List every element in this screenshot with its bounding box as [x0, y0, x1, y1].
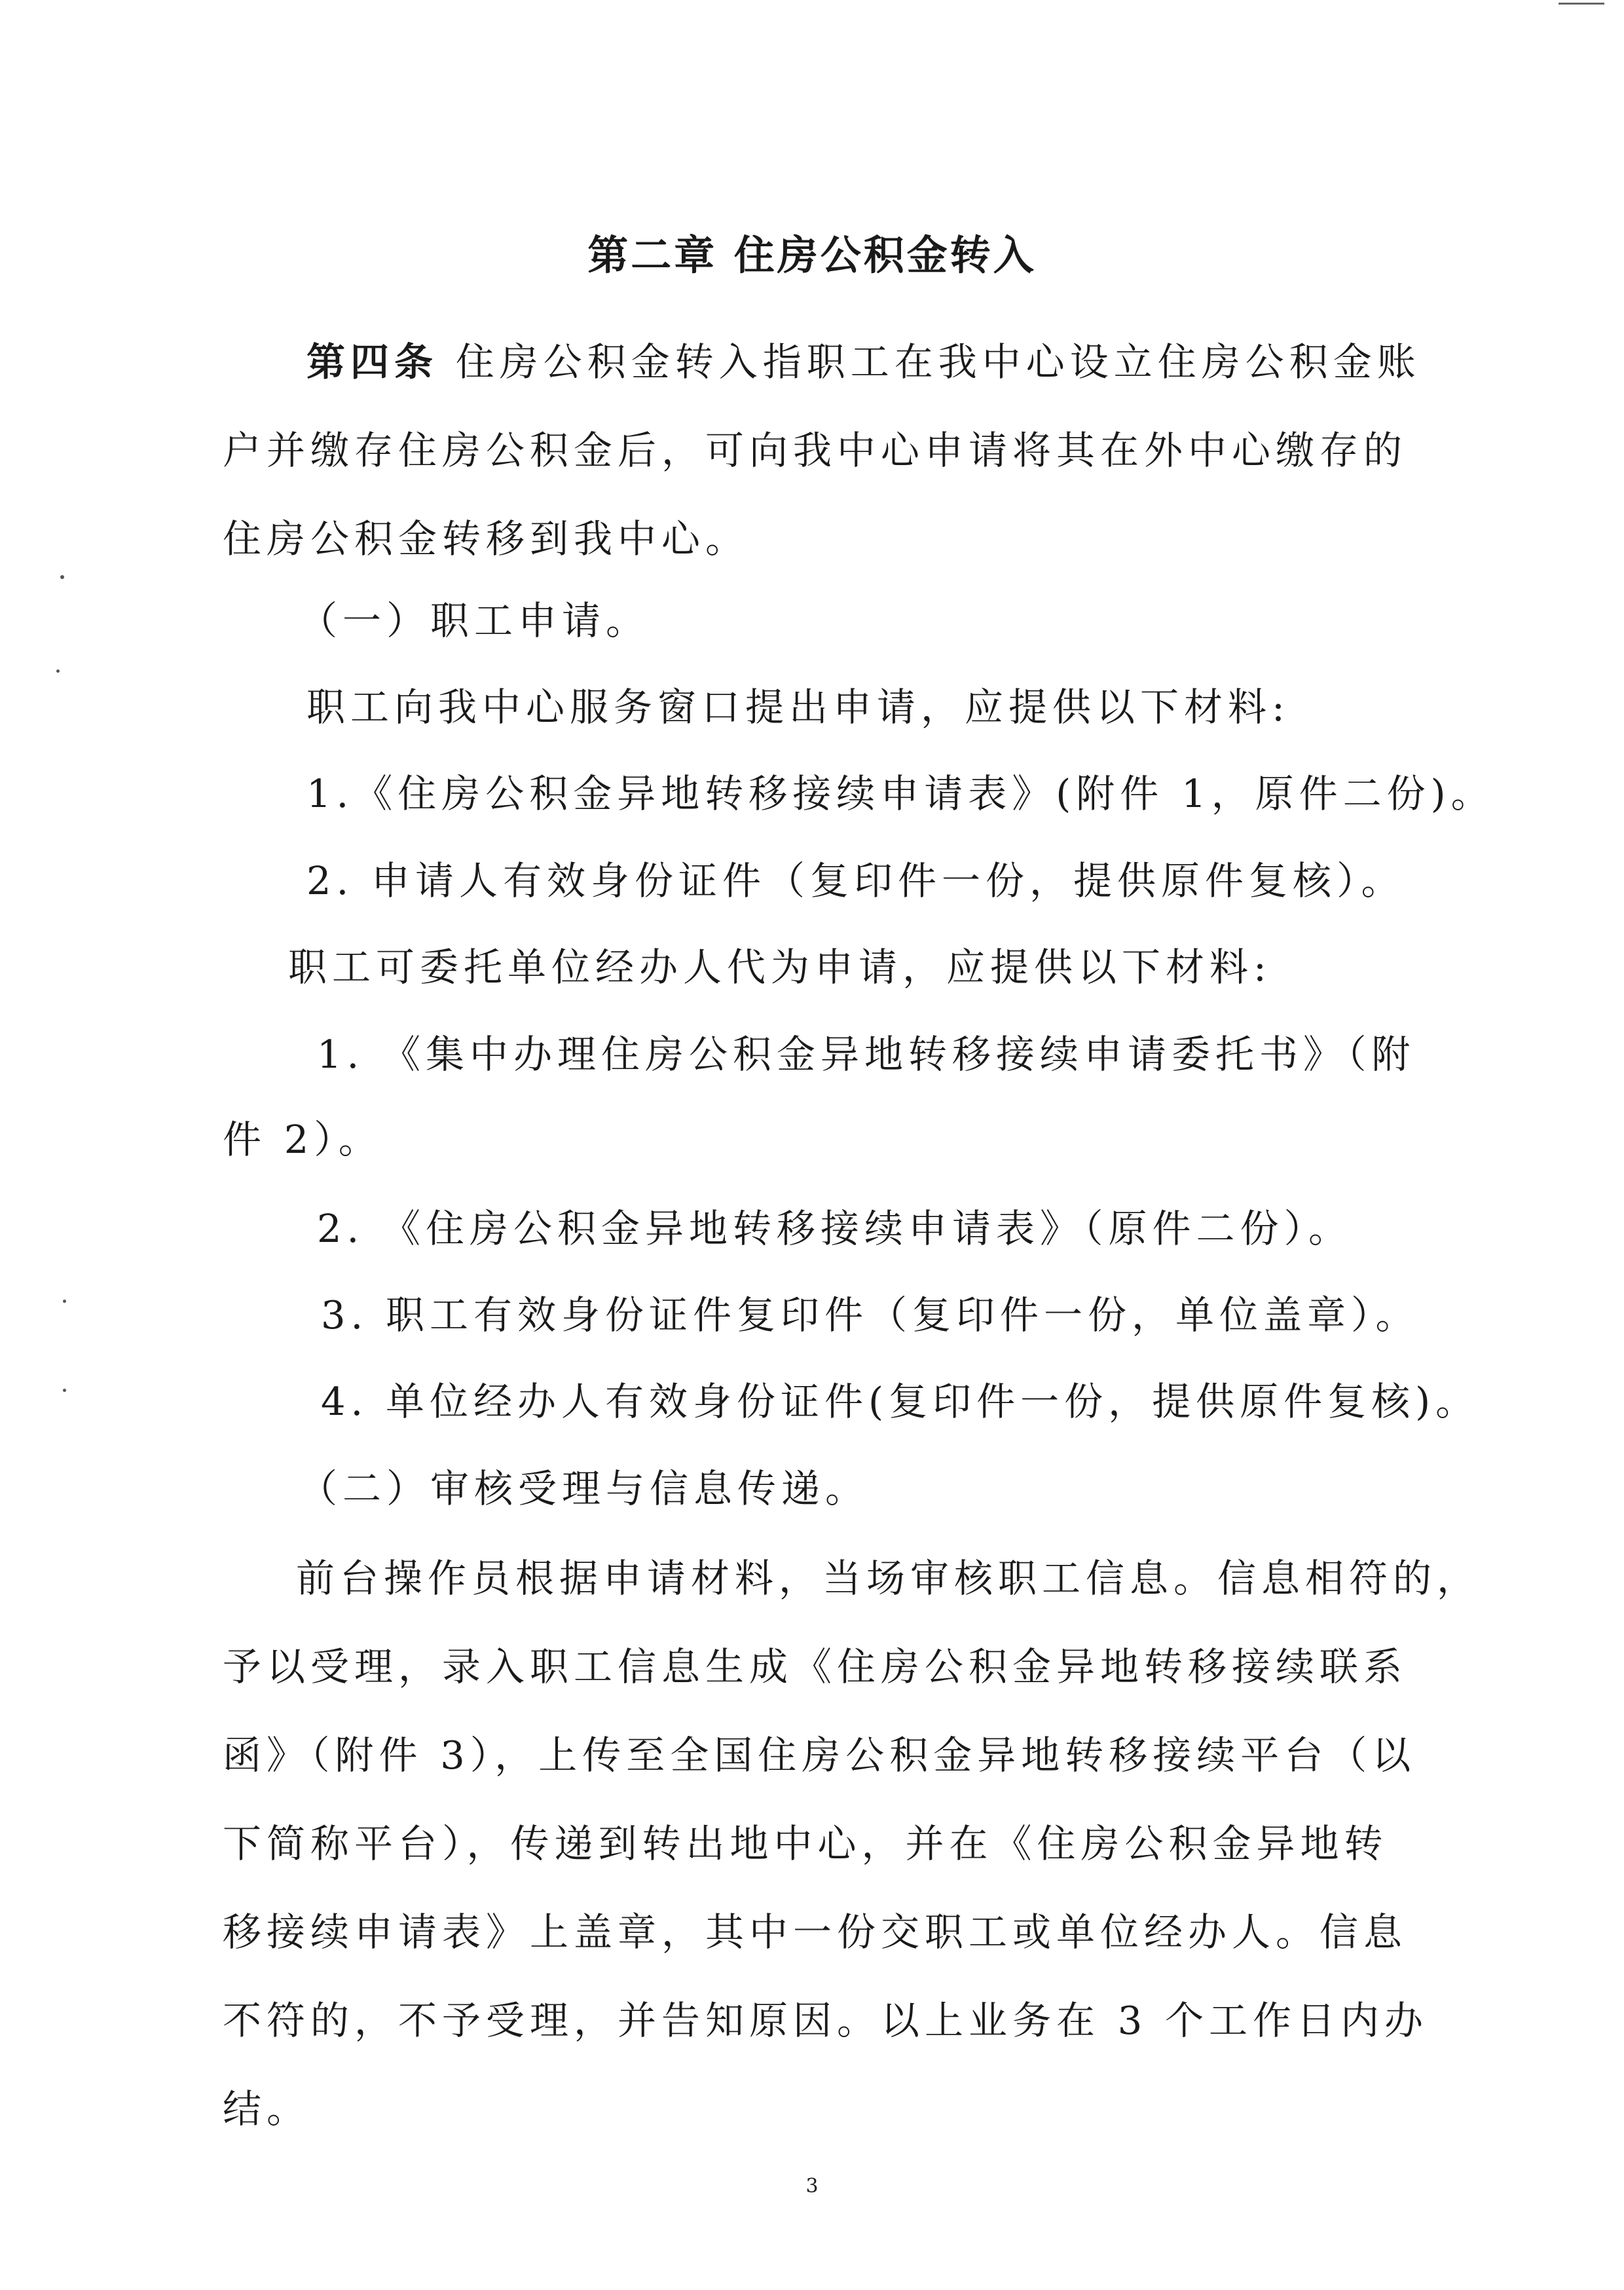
- paragraph-line: 函》（附件 3），上传至全国住房公积金异地转移接续平台（以: [223, 1733, 1416, 1778]
- scan-artifact-dot: [63, 1389, 66, 1392]
- section-heading-2: （二）审核受理与信息传递。: [299, 1466, 870, 1511]
- paragraph-line: 前台操作员根据申请材料，当场审核职工信息。信息相符的，: [296, 1556, 1481, 1601]
- paragraph-line: 予以受理，录入职工信息生成《住房公积金异地转移接续联系: [223, 1644, 1408, 1689]
- delegate-intro: 职工可委托单位经办人代为申请，应提供以下材料:: [288, 945, 1272, 990]
- scan-artifact-line: [1559, 3, 1604, 5]
- list-item: 1.《住房公积金异地转移接续申请表》(附件 1，原件二份)。: [306, 771, 1495, 816]
- paragraph-line: 移接续申请表》上盖章，其中一份交职工或单位经办人。信息: [223, 1909, 1408, 1955]
- article-line-3: 住房公积金转移到我中心。: [223, 516, 750, 561]
- article-text: 住房公积金转入指职工在我中心设立住房公积金账: [455, 339, 1421, 385]
- paragraph-line: 下简称平台），传递到转出地中心，并在《住房公积金异地转: [223, 1821, 1388, 1866]
- list-item: 件 2）。: [223, 1117, 382, 1162]
- list-item: 2. 《住房公积金异地转移接续申请表》（原件二份）。: [317, 1206, 1353, 1251]
- list-item: 2. 申请人有效身份证件（复印件一份，提供原件复核）。: [306, 858, 1405, 903]
- list-item: 3. 职工有效身份证件复印件（复印件一份，单位盖章）。: [321, 1292, 1420, 1338]
- section-heading-1: （一）职工申请。: [299, 598, 650, 643]
- section1-intro: 职工向我中心服务窗口提出申请，应提供以下材料:: [306, 685, 1290, 730]
- scan-artifact-dot: [63, 1300, 66, 1303]
- article-line-1: [306, 336, 1421, 388]
- paragraph-line: 不符的，不予受理，并告知原因。以上业务在 3 个工作日内办: [223, 1998, 1429, 2043]
- scan-artifact-dot: [60, 575, 64, 579]
- article-line-2: 户并缴存住房公积金后，可向我中心申请将其在外中心缴存的: [223, 428, 1408, 473]
- article-label: 第四条: [306, 339, 439, 385]
- list-item: 4. 单位经办人有效身份证件(复印件一份，提供原件复核)。: [321, 1379, 1480, 1424]
- list-item: 1. 《集中办理住房公积金异地转移接续申请委托书》（附: [317, 1032, 1416, 1077]
- scan-artifact-dot: [56, 669, 60, 673]
- page-number: 3: [805, 2175, 819, 2198]
- chapter-title: 第二章 住房公积金转入: [587, 231, 1037, 279]
- paragraph-line: 结。: [223, 2086, 311, 2131]
